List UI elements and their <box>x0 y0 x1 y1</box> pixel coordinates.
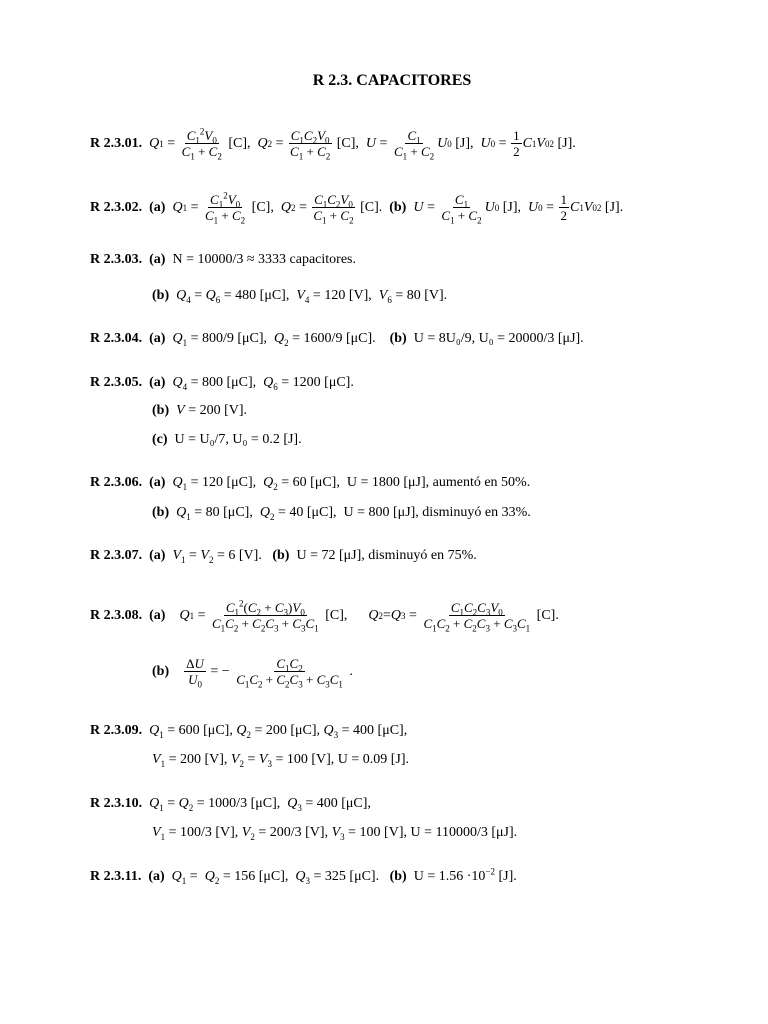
answer-text: U = 8U₀/9, U₀ = 20000/3 [μJ]. <box>413 331 584 346</box>
answer-2-3-01: R 2.3.01. Q 1 = $\frac{C_1^2V_0}{C_1 + C_2}$ [C], Q 2 = $\frac{C_1C_2V_0}{C_1 + C_2}$ [C], U = $\frac{C_1}{C_1 + C_2}$ U 0 [J], U 0 = $\frac{1}{2}$ C 1 V 0 2 [J]. <box>90 126 576 162</box>
answer-label: R 2.3.11. <box>90 869 142 884</box>
answer-2-3-06: R 2.3.06. (a) $Q_1 = 120$ [μC], $Q_2 = 60$ [μC], U = 1800 [μJ], aumentó en 50%. <box>90 475 531 492</box>
part-label: (a) <box>149 199 166 215</box>
answer-2-3-06-b: (b) $Q_1 = 80$ [μC], $Q_2 = 40$ [μC], U = 800 [μJ], disminuyó en 33%. <box>152 505 531 522</box>
part-label: (a) <box>148 869 165 884</box>
fraction: $\frac{C_1^2V_0}{C_1 + C_2}$ <box>181 126 222 162</box>
fraction: $\frac{C_1C_2V_0}{C_1 + C_2}$ <box>290 128 331 162</box>
part-label: (b) <box>152 663 170 679</box>
part-label: (b) <box>389 869 407 884</box>
answer-2-3-10-line2: $V_1 = 100/3$ [V], $V_2 = 200/3$ [V], $V_3 = 100$ [V], U = 110000/3 [μJ]. <box>152 825 518 842</box>
part-label: (b) <box>152 288 170 303</box>
answer-2-3-05: R 2.3.05. (a) $Q_4 = 800$ [μC], $Q_6 = 1200$ [μC]. <box>90 375 354 392</box>
answer-2-3-11: R 2.3.11. (a) $Q_1 = Q_2 = 156$ [μC], $Q_3 = 325$ [μC]. (b) $U = 1.56 \cdot 10^{-2}$ [J]. <box>90 866 517 886</box>
answer-2-3-08-b: (b) $\frac{\Delta U}{U_0}$ = − $\frac{C_1C_2}{C_1C_2 + C_2C_3 + C_3C_1}$ . <box>152 656 353 690</box>
answer-2-3-03 <box>90 251 356 269</box>
page-title: R 2.3. CAPACITORES <box>312 72 472 89</box>
fraction: $\frac{1}{2}$ <box>560 192 568 223</box>
answer-label: R 2.3.05. <box>90 375 143 390</box>
fraction: $\frac{1}{2}$ <box>513 128 520 159</box>
part-label: (b) <box>272 548 290 563</box>
answer-2-3-08: R 2.3.08. (a) Q 1 = $\frac{C_1^2(C_2 + C_3)V_0}{C_1C_2 + C_2C_3 + C_3C_1}$ [C], Q 2 = Q 3 = $\frac{C_1C_2C_3V_0}{C_1C_2 + C_2C_3 + C_3C_1}$ [C]. <box>90 598 559 634</box>
answer-label: R 2.3.09. <box>90 723 143 738</box>
answer-2-3-02: R 2.3.02. (a) Q 1 = $\frac{C_1^2V_0}{C_1 + C_2}$ [C], Q 2 = $\frac{C_1C_2V_0}{C_1 + C_2}$ [C]. (b) U = $\frac{C_1}{C_1 + C_2}$ U 0 [J], U 0 = $\frac{1}{2}$ C 1 V 0 2 [J]. <box>90 190 624 226</box>
part-label: (a) <box>149 475 166 490</box>
fraction: $\frac{C_1}{C_1 + C_2}$ <box>393 128 435 162</box>
answer-2-3-09-line2: $V_1 = 200$ [V], $V_2 = V_3 = 100$ [V], U = 0.09 [J]. <box>152 752 410 769</box>
answer-2-3-04: R 2.3.04. (a) $Q_1 = 800/9$ [μC], $Q_2 = 1600/9$ [μC]. (b) U = 8U₀/9, U₀ = 20000/3 [μJ]. <box>90 331 584 348</box>
answer-label: R 2.3.10. <box>90 796 143 811</box>
part-label: (b) <box>389 199 407 215</box>
part-label: (a) <box>149 252 166 267</box>
part-label: (b) <box>152 505 170 520</box>
answer-label: R 2.3.01. <box>90 135 143 151</box>
part-label: (b) <box>389 331 407 346</box>
answer-label: R 2.3.07. <box>90 548 143 563</box>
fraction: $\frac{C_1^2(C_2 + C_3)V_0}{C_1C_2 + C_2C_3 + C_3C_1}$ <box>211 598 319 634</box>
fraction: $\frac{C_1}{C_1 + C_2}$ <box>441 192 482 226</box>
answer-2-3-10: R 2.3.10. $Q_1 = Q_2 = 1000/3$ [μC], $Q_3 = 400$ [μC], <box>90 796 371 813</box>
part-label: (b) <box>152 403 170 418</box>
part-label: (a) <box>149 548 166 563</box>
part-label: (a) <box>149 607 166 623</box>
answer-text: U = U₀/7, U₀ = 0.2 [J]. <box>174 432 302 447</box>
answer-2-3-05-b: (b) V = 200 [V]. <box>152 403 248 418</box>
answer-2-3-03-b: (b) $Q_4 = Q_6 = 480$ [μC], $V_4 = 120$ [V], $V_6 = 80$ [V]. <box>152 288 448 305</box>
answer-label: R 2.3.03. <box>90 252 143 267</box>
answer-2-3-07: R 2.3.07. (a) $V_1 = V_2 = 6$ [V]. (b) U = 72 [μJ], disminuyó en 75%. <box>90 548 477 565</box>
part-label: (a) <box>149 375 166 390</box>
answer-text: N = 10000/3 ≈ 3333 capacitores. <box>172 252 356 267</box>
answer-2-3-09: R 2.3.09. $Q_1 = 600$ [μC], $Q_2 = 200$ [μC], $Q_3 = 400$ [μC], <box>90 723 408 740</box>
fraction: $\frac{C_1C_2C_3V_0}{C_1C_2 + C_2C_3 + C_3C_1}$ <box>423 600 531 634</box>
fraction: $\frac{\Delta U}{U_0}$ <box>186 656 204 690</box>
answer-label: R 2.3.06. <box>90 475 143 490</box>
answer-label: R 2.3.08. <box>90 607 143 623</box>
answer-text: U = 72 [μJ], disminuyó en 75%. <box>296 548 477 563</box>
fraction: $\frac{C_1C_2}{C_1C_2 + C_2C_3 + C_3C_1}$ <box>236 656 343 690</box>
fraction: $\frac{C_1C_2V_0}{C_1 + C_2}$ <box>313 192 354 226</box>
fraction: $\frac{C_1^2V_0}{C_1 + C_2}$ <box>204 190 246 226</box>
answer-2-3-05-c <box>152 431 302 449</box>
answer-label: R 2.3.04. <box>90 331 143 346</box>
part-label: (c) <box>152 432 168 447</box>
part-label: (a) <box>149 331 166 346</box>
answer-label: R 2.3.02. <box>90 199 143 215</box>
